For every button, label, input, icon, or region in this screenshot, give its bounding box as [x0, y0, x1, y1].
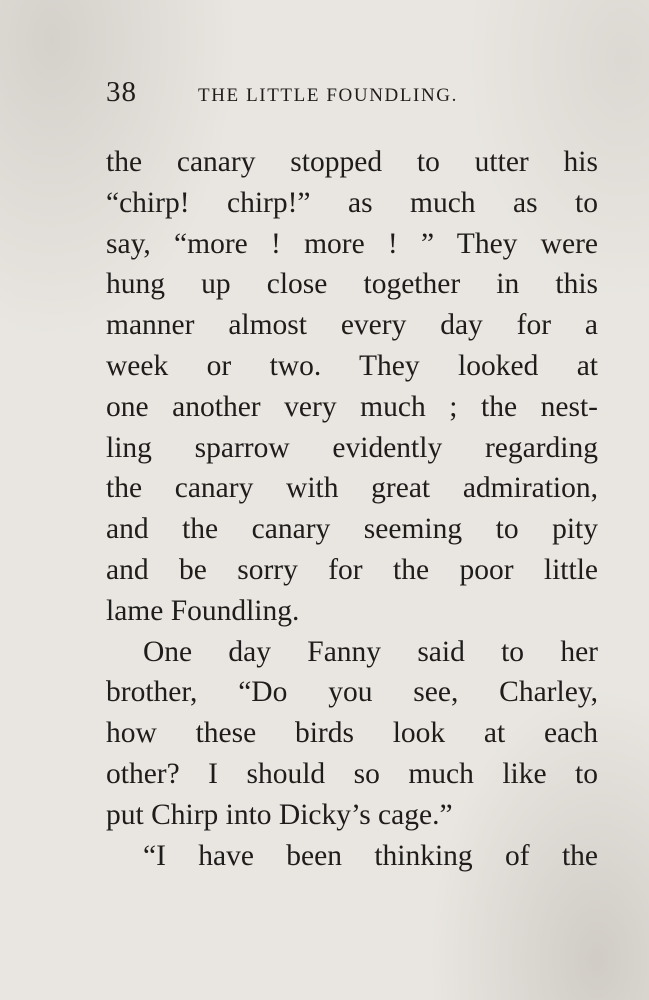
- text-line: other? I should so much like to: [106, 757, 598, 790]
- page-number: 38: [106, 76, 137, 108]
- text-line: One day Fanny said to her: [143, 635, 598, 668]
- text-line: say, “more ! more ! ” They were: [106, 227, 598, 260]
- text-line: how these birds look at each: [106, 717, 598, 750]
- text-line: manner almost every day for a: [106, 309, 598, 342]
- text-line: “I have been thinking of the: [143, 839, 598, 872]
- text-line: “chirp! chirp!” as much as to: [106, 186, 598, 219]
- text-line: the canary stopped to utter his: [106, 146, 598, 178]
- text-line: and the canary seeming to pity: [106, 513, 598, 546]
- page-header: [106, 76, 598, 112]
- text-line: hung up close together in this: [106, 268, 598, 301]
- text-line: the canary with great admiration,: [106, 472, 598, 505]
- body-text: [106, 142, 598, 876]
- text-line: put Chirp into Dicky’s cage.”: [106, 798, 453, 831]
- text-line: one another very much ; the nest-: [106, 390, 598, 423]
- text-line: week or two. They looked at: [106, 349, 598, 382]
- text-line: brother, “Do you see, Charley,: [106, 676, 598, 709]
- running-head: THE LITTLE FOUNDLING.: [198, 85, 458, 106]
- text-line: ling sparrow evidently regarding: [106, 431, 598, 464]
- text-line: lame Foundling.: [106, 594, 300, 627]
- text-line: and be sorry for the poor little: [106, 553, 598, 586]
